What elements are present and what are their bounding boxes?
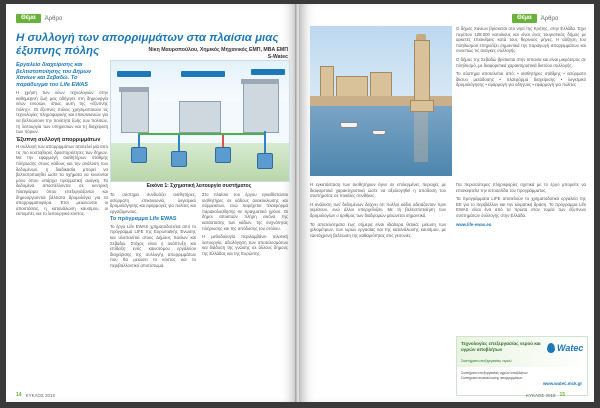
paragraph: Η μεθοδολογία περιλαμβάνει πιλοτική λειτουργία, αξιολόγηση των αποτελεσμάτων και διάδοση της γνώσης σε άλλους δήμους της Ελλάδας και της Ευρώπης. [202, 234, 288, 256]
diagram-roof [119, 87, 149, 92]
magazine-name: ΚΥΚΛΟΣ 2018 [25, 392, 56, 398]
magazine-name: ΚΥΚΛΟΣ 2018 [526, 392, 556, 398]
diagram-building [243, 83, 279, 133]
section-label: Θέμα [512, 14, 537, 23]
waste-bin [131, 147, 147, 163]
section-tab [512, 14, 558, 23]
author-line: Νίκη Μαυροπούλου, Χημικός Μηχανικός ΕΜΠ, MBA ΕΜΠ [148, 47, 288, 53]
ad-line: Συστήματα επεξεργασίας υγρών αποβλήτων [461, 371, 528, 375]
article-intro: Εργαλείο διαχείρισης και βελτιστοποίησης του Δήμων Χανίων και Σεβαδώ. Το παράδειγμα του Life EWAS [16, 62, 92, 88]
photo-building [320, 66, 334, 98]
sensor-box [117, 71, 151, 77]
paragraph: Ο δήμος της Σεβαδώ βρίσκεται στην Ισπανία και είναι μικρότερος σε πληθυσμό, με διαφορετικά χαρακτηριστικά δικτύου συλλογής. [456, 56, 586, 68]
paragraph: Για περισσότερες πληροφορίες σχετικά με το έργο μπορείτε να επισκεφτείτε την ιστοσελίδα του προγράμματος. [456, 182, 586, 193]
diagram-building [121, 91, 149, 133]
byline [106, 47, 288, 60]
paragraph: Η χρήση των νέων τεχνολογιών στην καθημερινή ζωή μας οδήγησε στη δημιουργία νέων εννοιών, όπως αυτή της «έξυπνης πόλης». Οι έξυπνες πόλεις χρησιμοποιούν τις τεχνολογίες πληροφορικής και επικοινωνιών για να βελτιώσουν την ποιότητα ζωής των πολιτών, τη λειτουργία των υπηρεσιών και τη διαχείριση των πόρων. [16, 90, 108, 135]
ad-title: Τεχνολογίες επεξεργασίας νερού και υγρών αποβλήτων [461, 341, 541, 352]
paragraph: Το σύστημα συνδυάζει αισθητήρες, ασύρματη επικοινωνία, λογισμικό δρομολόγησης και εφαρμογές για πολίτες και εργαζόμενους. [110, 192, 196, 214]
subsection-label: Άρθρο [540, 15, 559, 22]
paragraph: Το σύστημα αποτελείται από: • αισθητήρες στάθμης • ασύρματο δίκτυο μετάδοσης • πλατφόρμα διαχείρισης • λογισμικό δρομολόγησης • εφαρμογή για οδηγούς • εφαρμογή για πολίτες [456, 71, 586, 88]
paragraph: Τα προγράμματα LIFE αποτελούν το χρηματοδοτικό εργαλείο της ΕΕ για το περιβάλλον και την κλιματική δράση. Το πρόγραμμα Life EWAS είναι ένα από τα πρώτα στον τομέα των έξυπνων συστημάτων συλλογής στην Ελλάδα. [456, 196, 586, 218]
ad-tagline: Συστήματα επεξεργασίας νερού [461, 359, 512, 363]
photo-building [336, 76, 368, 98]
right-column-1-top [456, 26, 586, 176]
boat [340, 122, 358, 128]
left-column-1 [16, 90, 108, 390]
platform-box [181, 71, 225, 77]
left-page [6, 4, 296, 402]
page-number: 14 [16, 392, 22, 398]
author-company: S-Watec [267, 53, 288, 60]
paragraph: Η συλλογή των απορριμμάτων αποτελεί μία από τις πιο κοστοβόρες δραστηριότητες των δήμων. Με την εφαρμογή αισθητήρων στάθμης πλήρωσης στους κάδους και την ανάλυση των δεδομένων, η διαδικασία μπορεί να βελτιστοποιηθεί ώστε τα οχήματα να κινούνται μόνο όπου υπάρχει πραγματική ανάγκη. Τα δεδομένα αποστέλλονται σε κεντρική πλατφόρμα όπου επεξεργάζονται και δημιουργούνται βέλτιστα δρομολόγια για τα απορριμματοφόρα. Έτσι μειώνονται οι αποστάσεις, η κατανάλωση καυσίμου, οι εκπομπές και το λειτουργικό κόστος. [16, 144, 108, 217]
paragraph: Τα αποτελέσματα έως σήμερα είναι ιδιαίτερα θετικά: μείωση των χιλιομέτρων, των ωρών εργασίας και της κατανάλωσης καυσίμου, με ταυτόχρονη βελτίωση της καθαριότητας στις γειτονιές. [310, 221, 446, 238]
left-column-2 [110, 192, 196, 390]
right-page [300, 4, 594, 402]
photo-building [370, 72, 392, 98]
watec-advertisement[interactable] [456, 336, 588, 396]
page-number: 15 [559, 392, 566, 398]
lighthouse-base [410, 100, 434, 112]
waste-bin [215, 147, 231, 163]
lighthouse-reflection [414, 112, 428, 162]
signal-line [138, 133, 264, 135]
routing-box [251, 69, 285, 75]
figure-caption: Εικόνα 1: Σχηματική λειτουργία συστήματος [146, 183, 252, 189]
ad-url[interactable]: www.watec.mck.gr [543, 381, 583, 386]
signal-line [178, 135, 180, 151]
paragraph: Ο δήμος Χανίων βρίσκεται στο νησί της Κρήτης, στην Ελλάδα. Έχει περίπου 108.000 κατοίκους και είναι ένας τουριστικός δήμος με αρκετές επισκέψεις κατά τους θερινούς μήνες. Η αύξηση του πληθυσμού επηρεάζει σημαντικά την παραγωγή απορριμμάτων και συνεπώς τις ανάγκες συλλογής. [456, 26, 586, 54]
watec-logo [547, 343, 583, 353]
section-tab [16, 14, 62, 23]
lighthouse [414, 40, 430, 106]
brand-name: Watec [557, 343, 584, 353]
waste-bin [257, 153, 273, 169]
system-diagram [110, 60, 290, 182]
signal-line [138, 133, 140, 147]
project-website[interactable]: www.life-ewas.eu [456, 221, 492, 227]
subsection-label: Άρθρο [44, 15, 63, 22]
paragraph: Στο πλαίσιο του έργου εγκαθίστανται αισθητήρες σε κάδους ανακύκλωσης και σύμμεικτων, ενώ παρέχεται πλατφόρμα παρακολούθησης σε πραγματικό χρόνο. Οι δήμοι αποκτούν πλήρη εικόνα της κατάστασης των κάδων, της συχνότητας πλήρωσης και της απόδοσης του στόλου. [202, 192, 288, 231]
harbor-photo [310, 26, 452, 176]
boat [372, 130, 386, 135]
ad-lines [461, 371, 541, 380]
signal-line [222, 135, 224, 147]
signal-line [264, 131, 266, 153]
article-headline: Η συλλογή των απορριμμάτων στα πλαίσια μιας έξυπνης πόλης [16, 32, 279, 57]
diagram-building [179, 101, 221, 133]
waste-bin [171, 151, 187, 167]
subheading: Το πρόγραμμα Life EWAS [110, 216, 177, 223]
page-footer [526, 392, 569, 398]
paragraph: Το έργο Life EWAS χρηματοδοτείται από το πρόγραμμα LIFE της Ευρωπαϊκής Ένωσης και υλοποιείται στους Δήμους Χανίων και Σεβαδώ. Στόχος είναι η ανάπτυξη και επίδειξη ενός καινοτόμου εργαλείου διαχείρισης της συλλογής απορριμμάτων που θα μειώσει το κόστος και το περιβαλλοντικό αποτύπωμα. [110, 223, 196, 268]
paragraph: Η ανάλυση των δεδομένων δείχνει ότι πολλοί κάδοι αδειάζονταν πριν γεμίσουν, ενώ άλλοι υπερχείλιζαν. Με τη βελτιστοποίηση των δρομολογίων ο αριθμός των διαδρομών μειώνεται σημαντικά. [310, 201, 446, 218]
subheading: Έξυπνη συλλογή απορριμμάτων [16, 136, 101, 143]
page-footer [16, 392, 55, 398]
right-column-2 [456, 182, 586, 332]
left-column-3 [202, 192, 288, 390]
right-column-1 [310, 182, 446, 390]
section-label: Θέμα [16, 14, 41, 23]
diagram-roof [241, 79, 279, 84]
paragraph: Η εγκατάσταση των αισθητήρων έγινε σε επιλεγμένες περιοχές με διαφορετικά χαρακτηριστικά ώστε να αξιολογηθεί η απόδοση του συστήματος σε ποικίλες συνθήκες. [310, 182, 446, 199]
ad-line: Συστήματα ανακύκλωσης απορριμμάτων [461, 375, 523, 380]
water-drop-logo-icon [547, 343, 555, 353]
